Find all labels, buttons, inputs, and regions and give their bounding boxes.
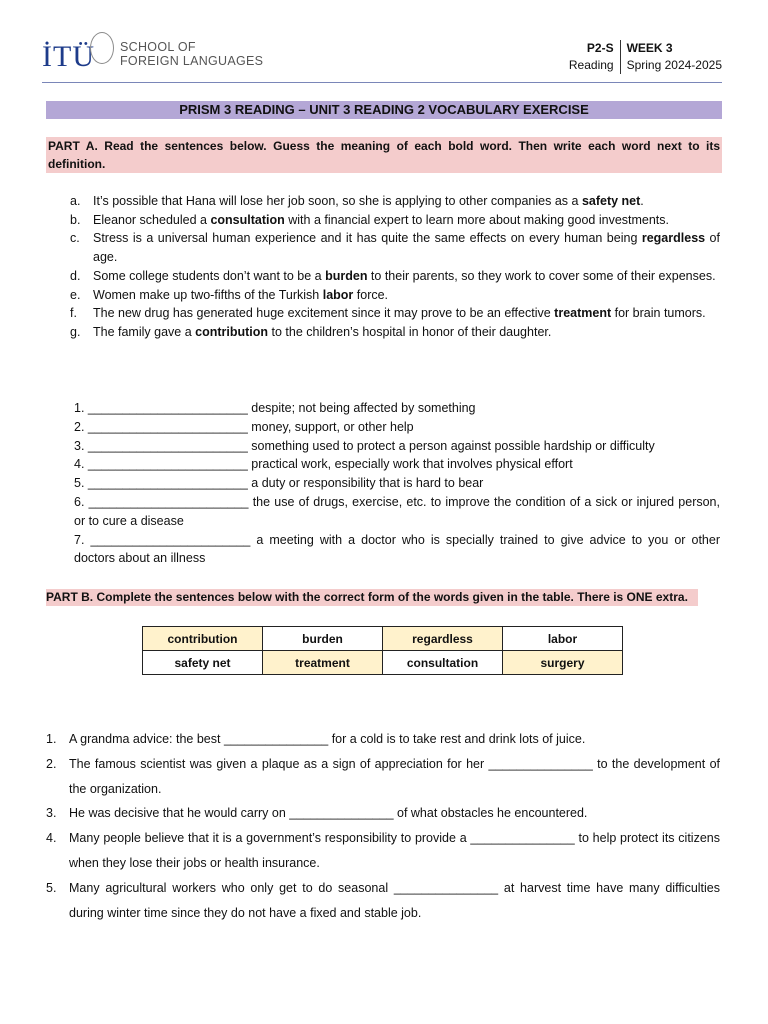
school-name: [120, 40, 263, 68]
sentence-text: Women make up two-fifths of the Turkish: [93, 287, 323, 302]
level-label: P2-S: [586, 41, 614, 55]
definition-list: [74, 399, 720, 568]
sentence-number: 2.: [46, 756, 57, 771]
definition-item: 2. _______________________ money, support, or other help: [74, 419, 414, 434]
word-cell: contribution: [143, 627, 263, 651]
sentence-text: force.: [353, 287, 389, 302]
word-cell: burden: [263, 627, 383, 651]
part-a-sentences: [70, 192, 720, 342]
word-cell: labor: [503, 627, 623, 651]
sentence-letter: a.: [70, 194, 81, 208]
bold-word: burden: [325, 268, 368, 283]
sentence-letter: e.: [70, 287, 81, 302]
definition-item: 7. _______________________ a meeting with a doctor who is specially trained to give advice to you or other doctors about an illness: [74, 532, 720, 566]
list-item: [70, 323, 720, 342]
list-item: [70, 267, 720, 286]
exercise-title: PRISM 3 READING – UNIT 3 READING 2 VOCABULARY EXERCISE: [46, 101, 722, 119]
sentence-letter: c.: [70, 231, 80, 246]
word-cell: consultation: [383, 651, 503, 675]
sentence-letter: f.: [70, 306, 77, 321]
sentence-text: Stress is a universal human experience and it has quite the same effects on every human being: [93, 231, 642, 246]
sentence-text: for brain tumors.: [611, 306, 706, 321]
sentence-number: 3.: [46, 806, 57, 821]
definition-item: 5. _______________________ a duty or responsibility that is hard to bear: [74, 476, 484, 491]
sentence-text: A grandma advice: the best _______________ for a cold is to take rest and drink lots of juice.: [69, 732, 586, 746]
sentence-text: The new drug has generated huge excitement since it may prove to be an effective: [93, 306, 555, 321]
university-seal-icon: [90, 32, 114, 64]
sentence-letter: b.: [70, 212, 81, 227]
table-row: [143, 651, 623, 675]
bold-word: contribution: [195, 324, 269, 339]
bold-word: labor: [322, 287, 354, 302]
bold-word: consultation: [210, 212, 285, 227]
definition-item: 3. _______________________ something used to protect a person against possible hardship or difficulty: [74, 438, 655, 453]
sentence-text: to the children’s hospital in honor of their daughter.: [268, 324, 552, 339]
sentence-text: He was decisive that he would carry on _______________ of what obstacles he encountered.: [69, 806, 588, 821]
sentence-text: Many agricultural workers who only get to do seasonal _______________ at harvest time have many difficulties during winter time since they do not have a fixed and stable job.: [69, 880, 720, 920]
sentence-text: .: [640, 194, 644, 208]
sentence-text: Some college students don’t want to be a: [93, 268, 326, 283]
sentence-text: The family gave a: [93, 324, 196, 339]
word-cell: treatment: [263, 651, 383, 675]
part-b-sentences: [46, 727, 720, 925]
word-cell: regardless: [383, 627, 503, 651]
skill-label: Reading: [568, 58, 614, 72]
sentence-text: It’s possible that Hana will lose her job soon, so she is applying to other companies as a: [93, 194, 582, 208]
sentence-letter: d.: [70, 268, 81, 283]
bold-word: safety net: [581, 194, 641, 208]
part-b-instruction: PART B. Complete the sentences below with the correct form of the words given in the table. There is ONE extra.: [46, 589, 698, 606]
sentence-text: of age.: [93, 231, 720, 265]
list-item: [70, 304, 720, 323]
course-meta: [569, 40, 722, 74]
sentence-number: 5.: [46, 880, 57, 895]
list-item: [70, 286, 720, 305]
list-item: [46, 752, 720, 802]
week-label: WEEK 3: [626, 41, 673, 55]
bold-word: treatment: [554, 306, 612, 321]
sentence-text: Many people believe that it is a government’s responsibility to provide a _______________ to help protect its citizens when they lose their jobs or health insurance.: [69, 831, 720, 870]
list-item: [70, 229, 720, 266]
term-label: Spring 2024-2025: [626, 58, 722, 72]
definition-item: 6. _______________________ the use of drugs, exercise, etc. to improve the condition of a sick or injured person, or to cure a disease: [74, 494, 720, 528]
school-line-1: SCHOOL OF: [120, 40, 196, 54]
list-item: [46, 801, 720, 826]
word-box-table: [142, 626, 623, 675]
sentence-text: with a financial expert to learn more about making good investments.: [284, 212, 670, 227]
table-row: [143, 627, 623, 651]
bold-word: regardless: [641, 231, 706, 246]
list-item: [70, 192, 720, 211]
sentence-number: 1.: [46, 732, 57, 746]
itu-logo: İTÜ: [42, 40, 95, 73]
list-item: [46, 826, 720, 876]
sentence-text: Eleanor scheduled a: [93, 212, 211, 227]
definition-item: 1. _______________________ despite; not being affected by something: [74, 401, 476, 415]
list-item: [70, 211, 720, 230]
definition-item: 4. _______________________ practical work, especially work that involves physical effort: [74, 457, 573, 472]
list-item: [46, 876, 720, 926]
word-cell: surgery: [503, 651, 623, 675]
word-cell: safety net: [143, 651, 263, 675]
page-header: [42, 30, 722, 83]
sentence-number: 4.: [46, 831, 57, 846]
sentence-letter: g.: [70, 324, 81, 339]
sentence-text: to their parents, so they work to cover some of their expenses.: [367, 268, 716, 283]
sentence-text: The famous scientist was given a plaque as a sign of appreciation for her _______________ to the development of the organization.: [69, 756, 720, 796]
list-item: [46, 727, 720, 752]
part-a-instruction: PART A. Read the sentences below. Guess the meaning of each bold word. Then write each word next to its definition.: [48, 139, 720, 171]
school-line-2: FOREIGN LANGUAGES: [120, 54, 264, 68]
